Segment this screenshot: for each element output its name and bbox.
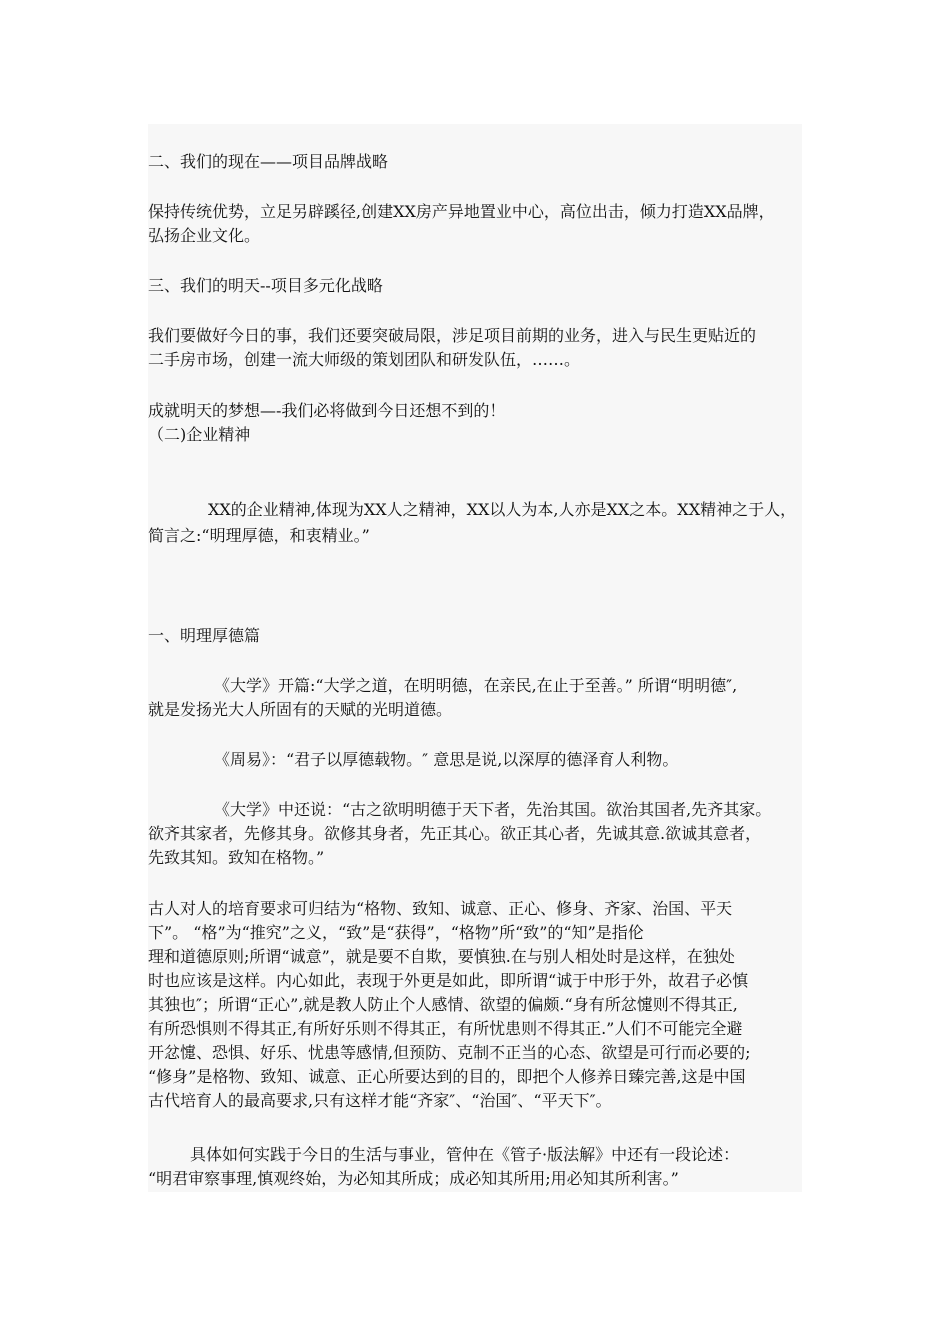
paragraph-ancient-line-8: “修身”是格物、致知、诚意、正心所要达到的目的，即把个人修养日臻完善,这是中国 bbox=[148, 1067, 746, 1086]
paragraph-future-line-2: 二手房市场，创建一流大师级的策划团队和研发队伍，……。 bbox=[148, 350, 581, 369]
paragraph-daxue-quote-line-1: 《大学》中还说：“古之欲明明德于天下者，先治其国。欲治其国者,先齐其家。 bbox=[214, 800, 772, 819]
paragraph-present-line-1: 保持传统优势，立足另辟蹊径,创建XX房产异地置业中心，高位出击，倾力打造XX品牌， bbox=[148, 202, 775, 221]
paragraph-daxue-quote-line-3: 先致其知。致知在格物。” bbox=[148, 848, 325, 867]
paragraph-guanzi-line-1: 具体如何实践于今日的生活与事业，管仲在《管子·版法解》中还有一段论述： bbox=[190, 1145, 740, 1164]
paragraph-daxue-opening-line-1: 《大学》开篇:“大学之道，在明明德，在亲民,在止于至善。” 所谓“明明德″, bbox=[214, 676, 738, 695]
heading-mingli-houde: 一、明理厚德篇 bbox=[148, 626, 261, 645]
paragraph-ancient-line-2: 下”。 “格”为“推究”之义，“致”是“获得”，“格物”所“致”的“知”是指伦 bbox=[148, 923, 644, 942]
paragraph-zhouyi: 《周易》：“君子以厚德载物。″ 意思是说,以深厚的德泽育人利物。 bbox=[214, 750, 679, 769]
paragraph-daxue-quote-line-2: 欲齐其家者，先修其身。欲修其身者，先正其心。欲正其心者，先诚其意.欲诚其意者， bbox=[148, 824, 762, 843]
heading-present-strategy: 二、我们的现在——项目品牌战略 bbox=[148, 152, 389, 171]
dream-line: 成就明天的梦想—-我们必将做到今日还想不到的！ bbox=[148, 401, 506, 420]
paragraph-spirit-line-2: 简言之:“明理厚德，和衷精业。” bbox=[148, 526, 370, 545]
paragraph-ancient-line-3: 理和道德原则;所谓“诚意”，就是要不自欺，要慎独.在与别人相处时是这样，在独处 bbox=[148, 947, 735, 966]
paragraph-ancient-line-7: 开忿懥、恐惧、好乐、忧患等感情,但预防、克制不正当的心态、欲望是可行而必要的; bbox=[148, 1043, 751, 1062]
paragraph-ancient-line-1: 古人对人的培育要求可归结为“格物、致知、诚意、正心、修身、齐家、治国、平天 bbox=[148, 899, 733, 918]
paragraph-spirit-line-1: XX的企业精神,体现为XX人之精神，XX以人为本,人亦是XX之本。XX精神之于人， bbox=[208, 500, 797, 519]
paragraph-ancient-line-5: 其独也″；所谓“正心”,就是教人防止个人感情、欲望的偏颇.“身有所忿懥则不得其正, bbox=[148, 995, 738, 1014]
paragraph-present-line-2: 弘扬企业文化。 bbox=[148, 226, 261, 245]
paragraph-ancient-line-4: 时也应该是这样。内心如此，表现于外更是如此，即所谓“诚于中形于外，故君子必慎 bbox=[148, 971, 749, 990]
heading-future-strategy: 三、我们的明天--项目多元化战略 bbox=[148, 276, 383, 295]
paragraph-future-line-1: 我们要做好今日的事，我们还要突破局限，涉足项目前期的业务，进入与民生更贴近的 bbox=[148, 326, 757, 345]
paragraph-ancient-line-9: 古代培育人的最高要求,只有这样才能“齐家″、“治国″、“平天下″。 bbox=[148, 1091, 612, 1110]
paragraph-daxue-opening-line-2: 就是发扬光大人所固有的天赋的光明道德。 bbox=[148, 700, 453, 719]
paragraph-ancient-line-6: 有所恐惧则不得其正,有所好乐则不得其正，有所忧患则不得其正.”人们不可能完全避 bbox=[148, 1019, 743, 1038]
section-enterprise-spirit: （二)企业精神 bbox=[148, 425, 251, 444]
paragraph-guanzi-line-2: “明君审察事理,慎观终始，为必知其所成；成必知其所用;用必知其所利害。” bbox=[148, 1169, 679, 1188]
